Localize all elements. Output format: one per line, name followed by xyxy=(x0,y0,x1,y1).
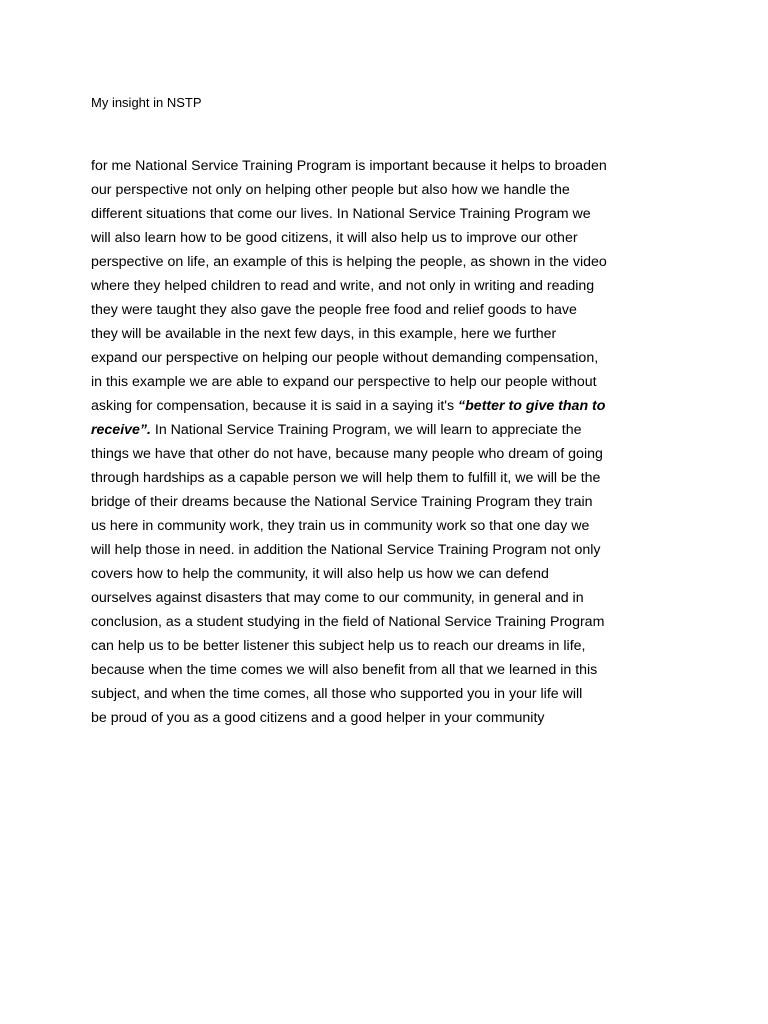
body-line: can help us to be better listener this subject help us to reach our dreams in life, xyxy=(91,638,586,654)
body-line: subject, and when the time comes, all those who supported you in your life will xyxy=(91,686,583,702)
body-line: things we have that other do not have, because many people who dream of going xyxy=(91,446,603,462)
body-line: they will be available in the next few days, in this example, here we further xyxy=(91,326,557,342)
body-line: perspective on life, an example of this is helping the people, as shown in the video xyxy=(91,254,607,270)
body-line-with-quote xyxy=(91,394,691,418)
body-line: where they helped children to read and write, and not only in writing and reading xyxy=(91,278,595,294)
body-line: ourselves against disasters that may come to our community, in general and in xyxy=(91,590,584,606)
body-text: In National Service Training Program, we will learn to appreciate the xyxy=(150,422,582,438)
body-line: in this example we are able to expand our perspective to help our people without xyxy=(91,374,597,390)
body-line: covers how to help the community, it will also help us how we can defend xyxy=(91,566,549,582)
quote-text: receive”. xyxy=(91,422,151,438)
document-title: My insight in NSTP xyxy=(91,95,202,110)
body-line: they were taught they also gave the people free food and relief goods to have xyxy=(91,302,577,318)
body-line: because when the time comes we will also benefit from all that we learned in this xyxy=(91,662,598,678)
body-line: us here in community work, they train us in community work so that one day we xyxy=(91,518,590,534)
body-line: through hardships as a capable person we will help them to fulfill it, we will be the xyxy=(91,470,601,486)
body-text: asking for compensation, because it is said in a saying it's xyxy=(91,398,459,414)
body-line: our perspective not only on helping other people but also how we handle the xyxy=(91,182,570,198)
body-line: conclusion, as a student studying in the field of National Service Training Program xyxy=(91,614,605,630)
body-line: will also learn how to be good citizens, it will also help us to improve our other xyxy=(91,230,578,246)
body-line-with-quote xyxy=(91,418,691,442)
body-line: expand our perspective on helping our people without demanding compensation, xyxy=(91,350,599,366)
body-line: will help those in need. in addition the National Service Training Program not only xyxy=(91,542,601,558)
body-line: bridge of their dreams because the National Service Training Program they train xyxy=(91,494,593,510)
body-line: be proud of you as a good citizens and a good helper in your community xyxy=(91,710,545,726)
document-body xyxy=(91,154,691,730)
quote-text: “better to give than to xyxy=(458,398,606,414)
body-line: for me National Service Training Program is important because it helps to broaden xyxy=(91,158,607,174)
body-line: different situations that come our lives. In National Service Training Program we xyxy=(91,206,591,222)
